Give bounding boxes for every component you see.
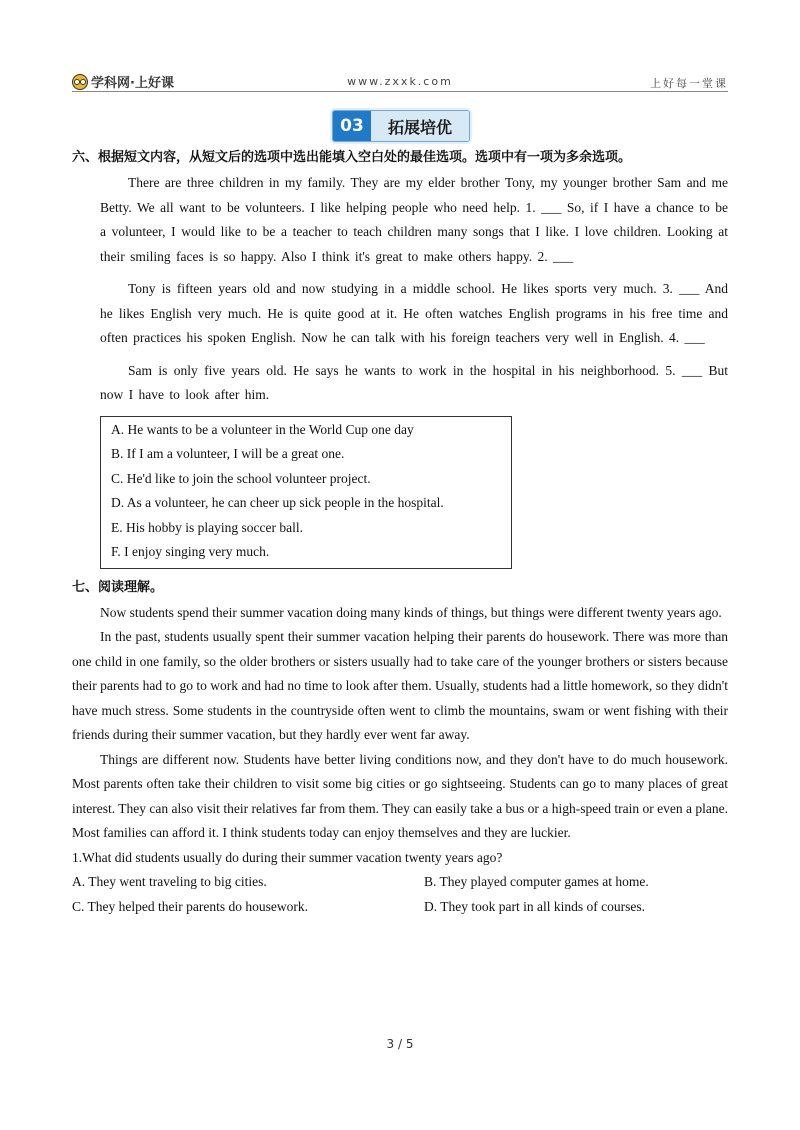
header-motto: 上好每一堂课: [650, 77, 728, 90]
brand-name: 学科网·上好课: [91, 76, 174, 91]
page-content: [72, 145, 728, 919]
cloze-paragraph-1: There are three children in my family. They are my elder brother Tony, my younger brother Sam and me Betty. We all want to be volunteers. I like helping people who need help. 1. ___ So, if I have a chance to be a volunteer, I would like to be a teacher to teach children many songs that I like. I love children. Looking at their smiling faces is so happy. Also I think it's great to make others happy. 2. ___: [100, 175, 728, 264]
options-box: [100, 416, 512, 569]
option-d: D. As a volunteer, he can cheer up sick people in the hospital.: [111, 495, 444, 510]
question-1-choices: [72, 870, 728, 919]
reading-paragraph-2: In the past, students usually spent their summer vacation helping their parents do housework. There was more than one child in one family, so the older brothers or sisters usually had to take care of the younger brothers or sisters because their parents had to go to work and had no time to look after them. Usually, students had a little homework, so they didn't have much stress. Some students in the countryside often went to climb the mountains, swam or went fishing with their friends during their summer vacation, but they hardly ever went far away.: [72, 629, 728, 742]
section-title: 拓展培优: [371, 111, 469, 141]
cloze-passage: [72, 171, 728, 408]
header-divider: [72, 91, 728, 92]
reading-paragraph-3: Things are different now. Students have better living conditions now, and they don't have to do much housework. Most parents often take their children to visit some big cities or go sightseeing. Students can go to many places of great interest. They can also visit their relatives far from them. They can easily take a bus or a high-speed train or even a plane. Most families can afford it. I think students today can enjoy themselves and they are luckier.: [72, 751, 728, 840]
site-url: www.zxxk.com: [347, 75, 453, 88]
option-a: A. He wants to be a volunteer in the World Cup one day: [111, 421, 414, 437]
choice-c: C. They helped their parents do housework.: [72, 898, 308, 914]
question-1: 1.What did students usually do during their summer vacation twenty years ago?: [72, 849, 503, 865]
choice-d: D. They took part in all kinds of courses.: [424, 898, 645, 914]
cloze-paragraph-2: Tony is fifteen years old and now studying in a middle school. He likes sports very much. 3. ___ And he likes English very much. He is quite good at it. He often watches English programs in his free time and often practices his spoken English. Now he can talk with his foreign teachers very well in English. 4. ___: [100, 281, 728, 345]
part6-heading: 六、根据短文内容，从短文后的选项中选出能填入空白处的最佳选项。选项中有一项为多余选项。: [72, 150, 632, 165]
choice-b: B. They played computer games at home.: [424, 874, 649, 889]
option-e: E. His hobby is playing soccer ball.: [111, 519, 303, 535]
section-number: 03: [333, 111, 371, 141]
page-header: [72, 70, 728, 92]
option-f: F. I enjoy singing very much.: [111, 544, 270, 559]
reading-passage: [72, 601, 728, 846]
part7-heading: 七、阅读理解。: [72, 579, 164, 595]
option-c: C. He'd like to join the school volunteer project.: [111, 470, 371, 486]
section-badge: [332, 110, 470, 142]
page-number: 3 / 5: [386, 1037, 414, 1051]
option-b: B. If I am a volunteer, I will be a great one.: [111, 446, 345, 461]
reading-paragraph-1: Now students spend their summer vacation doing many kinds of things, but things were different twenty years ago.: [100, 604, 722, 620]
cloze-paragraph-3: Sam is only five years old. He says he wants to work in the hospital in his neighborhood. 5. ___ But now I have to look after him.: [100, 362, 728, 402]
choice-a: A. They went traveling to big cities.: [72, 874, 267, 889]
